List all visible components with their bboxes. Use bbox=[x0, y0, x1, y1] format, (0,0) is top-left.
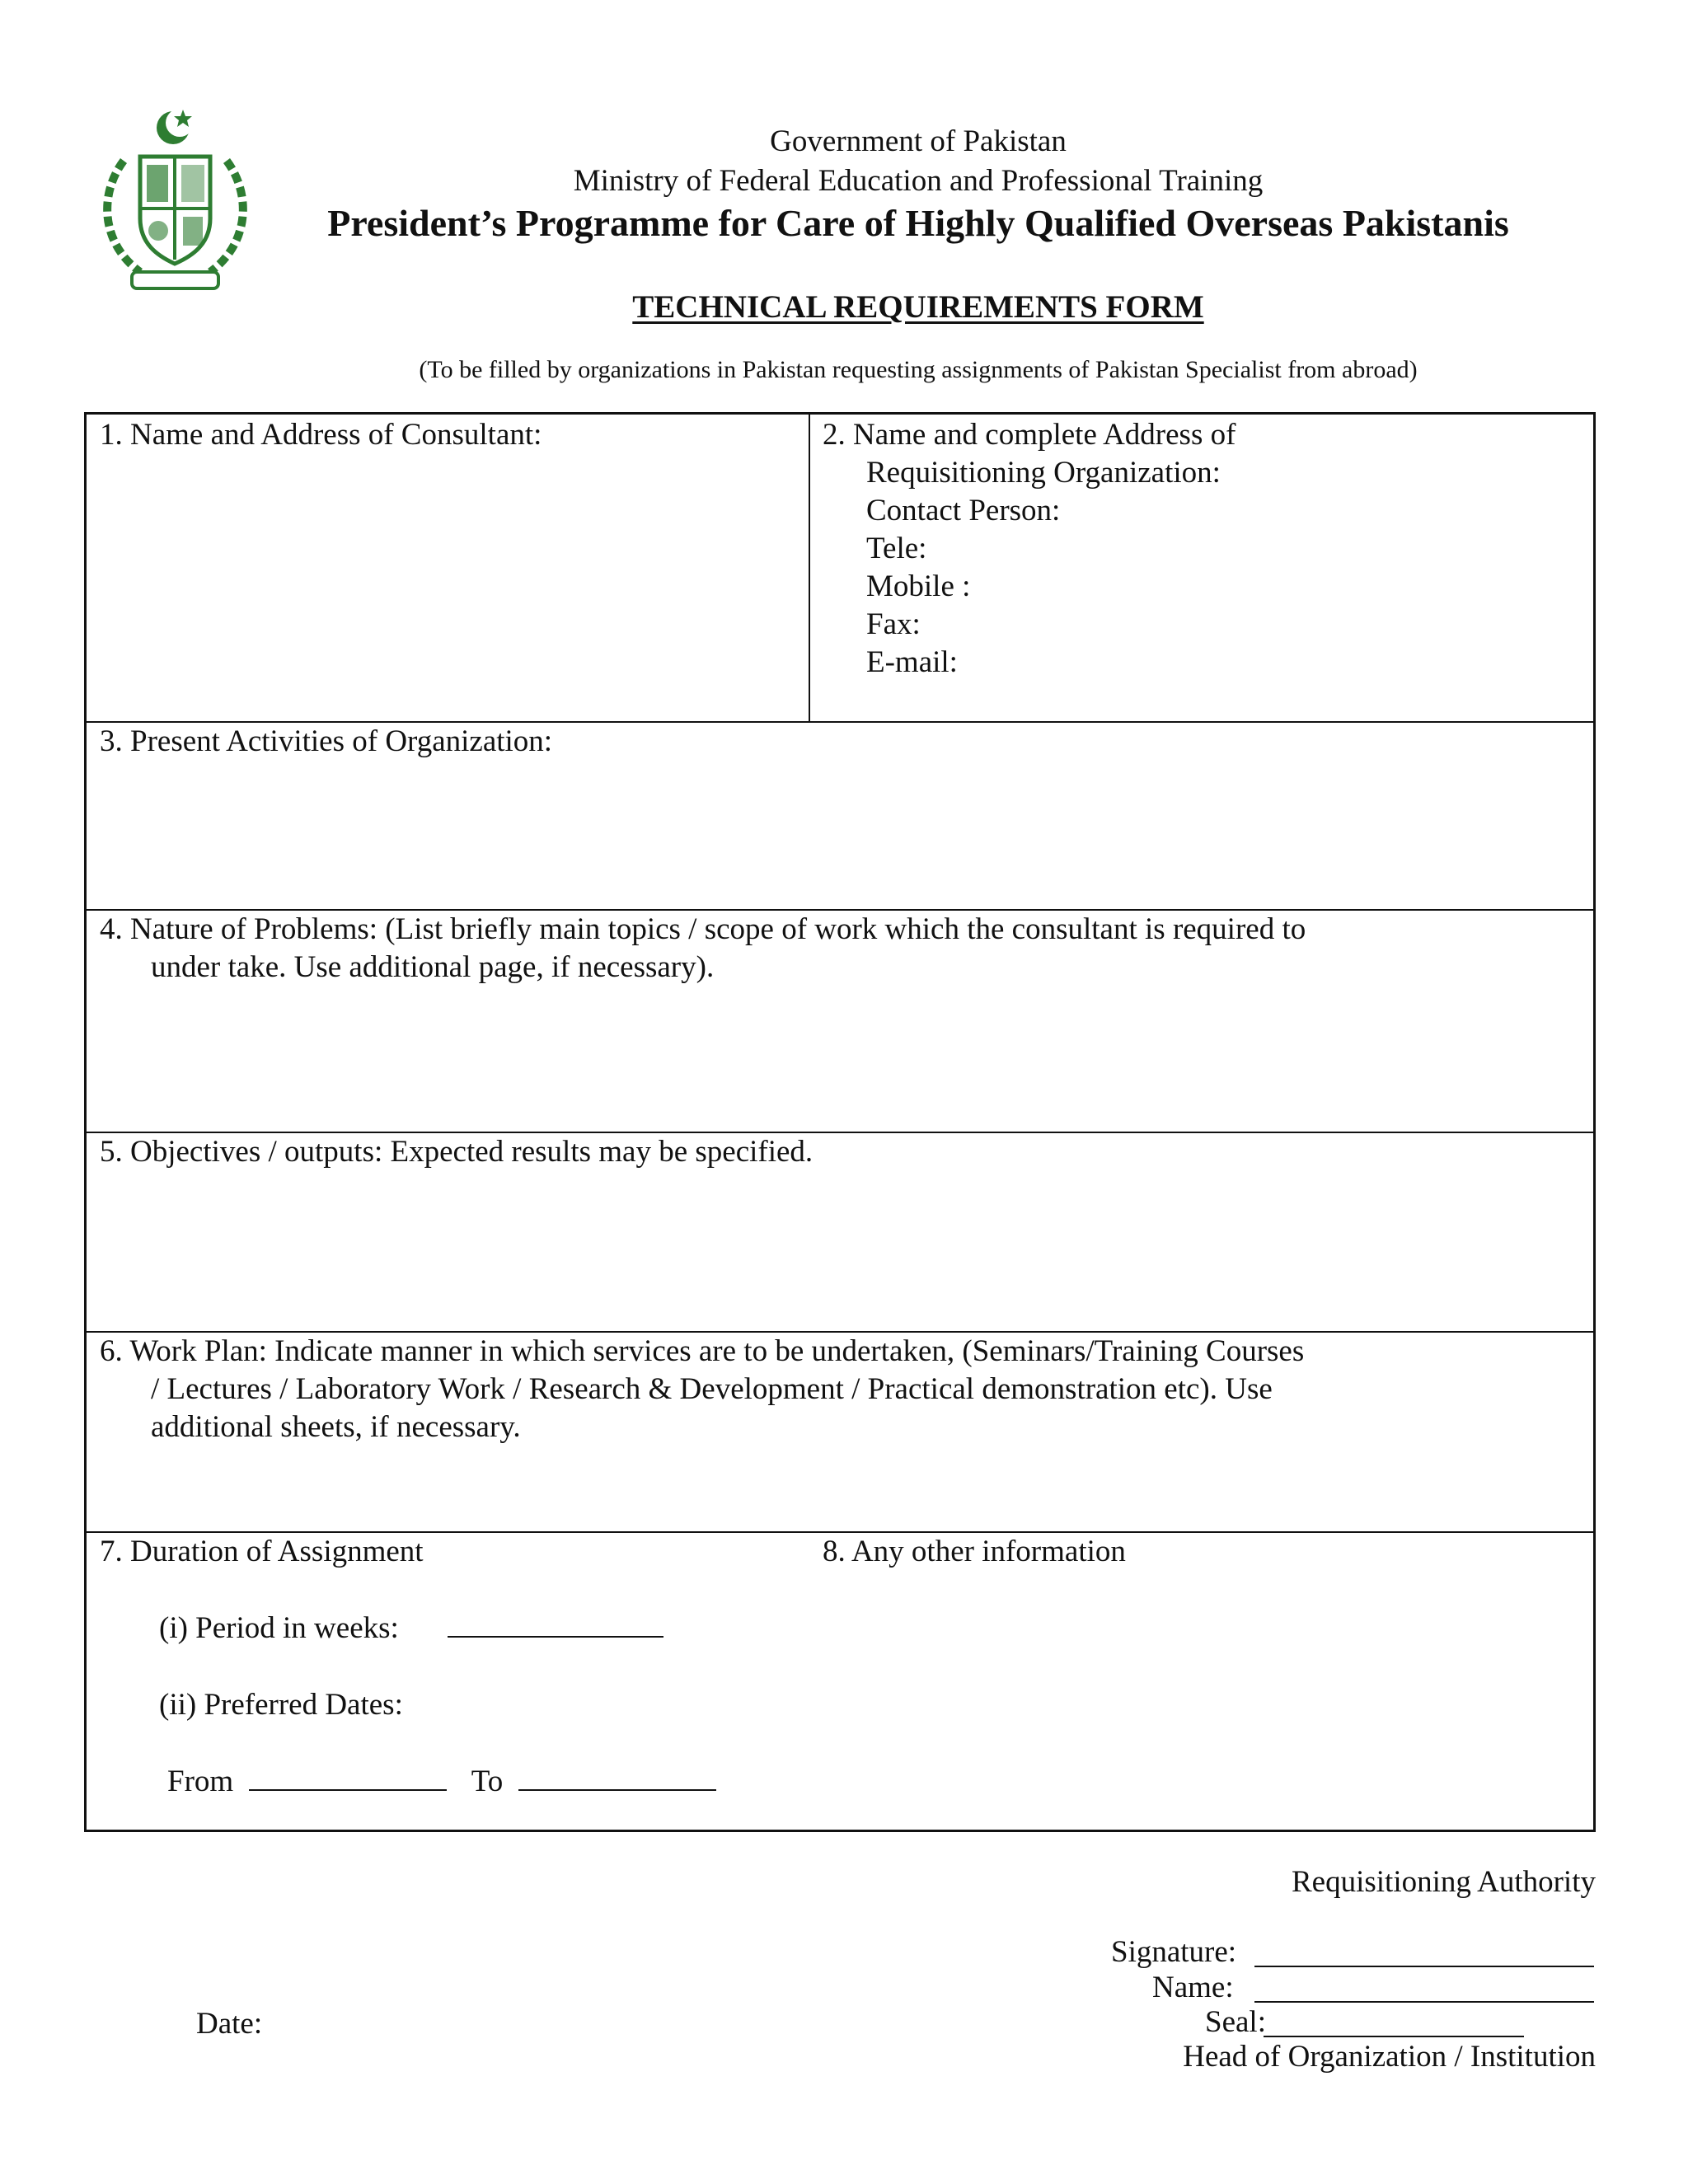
field-nature-problems-area[interactable] bbox=[95, 991, 1578, 1123]
field-work-plan-note-2: additional sheets, if necessary. bbox=[151, 1410, 521, 1444]
seal-field[interactable] bbox=[1264, 2035, 1524, 2037]
to-date-field[interactable] bbox=[518, 1788, 716, 1791]
field-objectives-label: 5. Objectives / outputs: Expected results may be specified. bbox=[100, 1135, 814, 1169]
preferred-dates-label: (ii) Preferred Dates: bbox=[159, 1688, 403, 1722]
field-consultant-area[interactable] bbox=[95, 464, 795, 711]
field-duration-label: 7. Duration of Assignment bbox=[100, 1535, 424, 1568]
field-tele[interactable]: Tele: bbox=[866, 532, 927, 565]
to-label: To bbox=[471, 1765, 504, 1798]
field-other-info-label: 8. Any other information bbox=[823, 1535, 1126, 1568]
head-of-organization: Head of Organization / Institution bbox=[1183, 2040, 1596, 2074]
from-label: From bbox=[167, 1765, 234, 1798]
field-objectives-area[interactable] bbox=[95, 1177, 1578, 1321]
field-mobile[interactable]: Mobile : bbox=[866, 569, 971, 603]
field-work-plan-area[interactable] bbox=[95, 1451, 1578, 1526]
field-email[interactable]: E-mail: bbox=[866, 645, 958, 679]
date-label: Date: bbox=[196, 2007, 263, 2041]
field-organization-label: 2. Name and complete Address of bbox=[823, 418, 1236, 452]
form-table bbox=[84, 412, 1596, 1832]
signature-label: Signature: bbox=[1111, 1935, 1237, 1969]
name-field[interactable] bbox=[1254, 2000, 1594, 2003]
column-divider bbox=[809, 415, 810, 721]
field-nature-problems-note: under take. Use additional page, if necessary). bbox=[151, 950, 715, 984]
field-work-plan-label: 6. Work Plan: Indicate manner in which services are to be undertaken, (Seminars/Training Courses bbox=[100, 1334, 1305, 1368]
period-label: (i) Period in weeks: bbox=[159, 1611, 399, 1645]
field-present-activities-area[interactable] bbox=[95, 765, 1578, 901]
field-present-activities-label: 3. Present Activities of Organization: bbox=[100, 724, 553, 758]
requisitioning-authority: Requisitioning Authority bbox=[1292, 1865, 1596, 1899]
field-other-info-area[interactable] bbox=[823, 1577, 1581, 1816]
period-weeks-field[interactable] bbox=[448, 1635, 663, 1638]
period-row bbox=[159, 1610, 663, 1647]
form-title: TECHNICAL REQUIREMENTS FORM bbox=[632, 289, 1204, 325]
field-requisitioning-org: Requisitioning Organization: bbox=[866, 456, 1221, 490]
field-nature-problems-label: 4. Nature of Problems: (List briefly main topics / scope of work which the consultant is required to bbox=[100, 912, 1306, 946]
field-fax[interactable]: Fax: bbox=[866, 607, 921, 641]
seal-label: Seal: bbox=[1205, 2005, 1266, 2039]
form-instruction: (To be filled by organizations in Pakistan requesting assignments of Pakistan Specialist from abroad) bbox=[419, 356, 1418, 383]
field-contact-person[interactable]: Contact Person: bbox=[866, 494, 1061, 527]
header-programme: President’s Programme for Care of Highly Qualified Overseas Pakistanis bbox=[327, 202, 1509, 244]
from-date-field[interactable] bbox=[249, 1788, 447, 1791]
header-government: Government of Pakistan bbox=[770, 124, 1067, 158]
signature-field[interactable] bbox=[1254, 1965, 1594, 1967]
name-label: Name: bbox=[1152, 1971, 1234, 2004]
header-ministry: Ministry of Federal Education and Professional Training bbox=[573, 164, 1264, 198]
field-consultant-label: 1. Name and Address of Consultant: bbox=[100, 418, 542, 452]
dates-row bbox=[167, 1763, 716, 1801]
field-work-plan-note-1: / Lectures / Laboratory Work / Research & Development / Practical demonstration etc). Use bbox=[151, 1372, 1273, 1406]
